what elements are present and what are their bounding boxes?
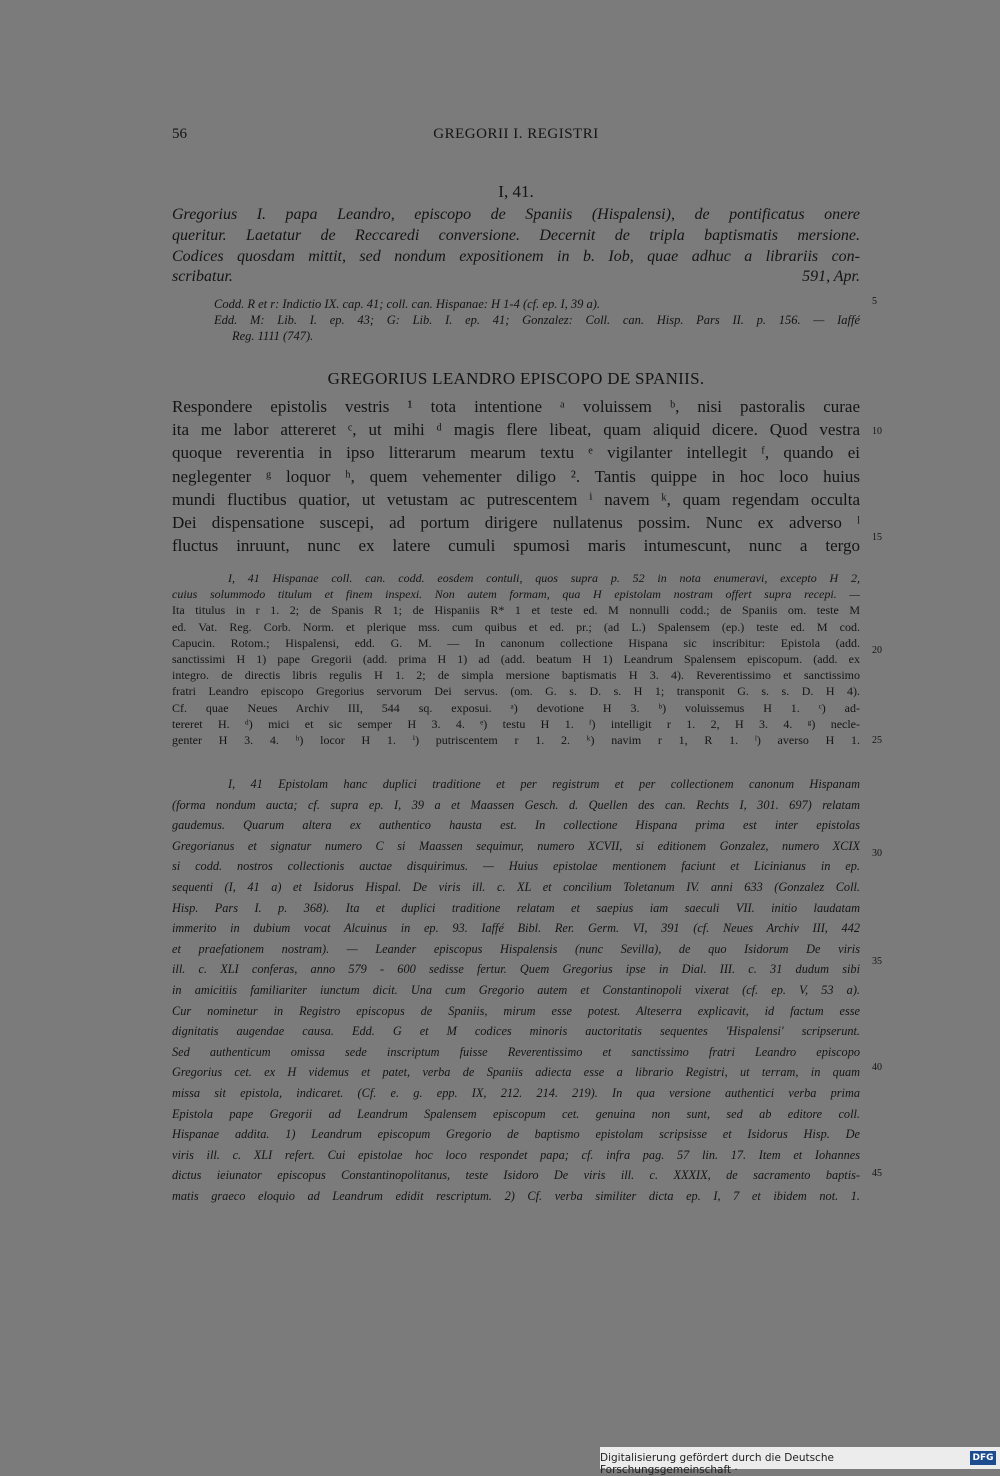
line-number: 25	[872, 735, 882, 746]
note-line: dictus ieiunator episcopus Constantinopolitanus, teste Isidoro De viris ill. c. XXXIX, de sacramento baptis-	[172, 1168, 860, 1183]
apparatus-line: Cf. quae Neues Archiv III, 544 sq. exposui. ᵃ) devotione H 3. ᵇ) voluissemus H 1. ᶜ) ad-	[172, 700, 860, 715]
letter-text	[172, 395, 860, 557]
note-line: Gregorius cet. ex H videmus et patet, verba de Spaniis adiecta esse a librario Registri, ut terram, in quam	[172, 1065, 860, 1080]
text-line: fluctus inruunt, nunc ex latere cumuli spumosi maris intumescunt, nunc a tergo	[172, 536, 860, 556]
footer-text: Digitalisierung gefördert durch die Deutsche Forschungsgemeinschaft ·	[600, 1452, 834, 1476]
running-header	[172, 126, 860, 146]
note-line: matis graeco eloquio ad Leandrum edidit rescriptum. 2) Cf. verba similiter dicta ep. I, 7 et ibidem not. 1.	[172, 1188, 860, 1203]
note-line: Sed authenticum omissa sede inscriptum fuisse Reverentissimo et sanctissimo fratri Leandro episcopo	[172, 1044, 860, 1059]
apparatus-line: Ita titulus in r 1. 2; de Spanis R 1; de Hispaniis R* 1 et teste ed. M nonnulli codd.; de Spaniis om. teste M	[172, 603, 860, 618]
summary-date: 591, Apr.	[802, 268, 860, 286]
note-line: ill. c. XLI conferas, anno 579 - 600 sedisse fertur. Quem Gregorius ipse in Dial. III. c. 31 dudum sibi	[172, 962, 860, 977]
note-line: missa sit epistola, indicaret. (Cf. e. g. epp. IX, 212. 214. 219). In qua versione authentici verba prima	[172, 1085, 860, 1100]
note-line: dignitatis augendae causa. Edd. G et M codices minoris auctoritatis sequentes 'Hispalensi' scripserunt.	[172, 1024, 860, 1039]
letter-number: I, 41.	[498, 182, 534, 201]
note-line: et praefationem nostram). — Leander episcopus Hispalensis (nunc Sevilla), de quo Isidorum De viris	[172, 941, 860, 956]
apparatus-line: Capucin. Rotom.; Hispalensi, edd. G. M. — In canonum collectione Hispana sic inscribitur: Epistola (add.	[172, 635, 860, 650]
line-number: 5	[872, 296, 877, 307]
apparatus-line: genter H 3. 4. ʰ) locor H 1. ⁱ) putriscentem r 1. 2. ᵏ) navim r 1, R 1. ˡ) averso H 1.	[172, 733, 860, 748]
digitization-footer	[600, 1447, 1000, 1476]
line-number: 15	[872, 532, 882, 543]
note-line: I, 41 Epistolam hanc duplici traditione et per registrum et per collectionem canonum Hispanam	[228, 777, 860, 791]
text-line: ita me labor attereret ᶜ, ut mihi ᵈ magis flere libeat, quam aliquid dicere. Quod vestra	[172, 420, 860, 440]
summary-line: scribatur.	[172, 268, 233, 286]
codd-line: Reg. 1111 (747).	[232, 329, 314, 343]
apparatus-line: cuius solummodo titulum et finem inspexi. Non autem formam, qua H epistolam nostram offert supra recepi. —	[172, 587, 860, 602]
note-line: immerito in dubium vocat Alcuinus in ep. 93. Iaffé Bibl. Rer. Germ. VI, 391 (cf. Neues Archiv III, 442	[172, 921, 860, 936]
line-number: 20	[872, 645, 882, 656]
apparatus-line: ed. Vat. Reg. Corb. Norm. et plerique mss. cum quibus et ed. pr.; (ad L.) Spalensem (ep.) teste ed. M cod.	[172, 619, 860, 634]
summary-line: Codices quosdam mittit, sed nondum expositionem in b. Iob, quae adhuc a librariis con-	[172, 247, 860, 265]
note-line: (forma nondum aucta; cf. supra ep. I, 39 a et Maassen Gesch. d. Quellen des can. Rechts I, 301. 697) relatam	[172, 797, 860, 812]
text-line: Respondere epistolis vestris ¹ tota intentione ᵃ voluissem ᵇ, nisi pastoralis curae	[172, 397, 860, 416]
letter-summary	[172, 205, 860, 288]
codd-line: Edd. M: Lib. I. ep. 43; G: Lib. I. ep. 41; Gonzalez: Coll. can. Hisp. Pars II. p. 156. — Iaffé	[214, 313, 860, 327]
line-number: 40	[872, 1062, 882, 1073]
note-line: Epistola pape Gregorii ad Leandrum Spalensem episcopum cet. genuina non sunt, sed ab editore coll.	[172, 1106, 860, 1121]
apparatus-line: I, 41 Hispanae coll. can. codd. eosdem contuli, quos supra p. 52 in nota enumeravi, excepto H 2,	[228, 571, 860, 585]
summary-line: queritur. Laetatur de Reccaredi conversione. Decernit de tripla baptismatis mersione.	[172, 226, 860, 244]
note-line: in amicitiis familiariter iunctum dicit. Una cum Gregorio autem et Constantinopoli vixerat (cf. ep. V, 53 a).	[172, 982, 860, 997]
summary-line: Gregorius I. papa Leandro, episcopo de Spaniis (Hispalensi), de pontificatus onere	[172, 206, 860, 223]
apparatus-line: tereret H. ᵈ) mici et sic semper H 3. 4. ᵉ) testu H 1. ᶠ) intelligit r 1. 2, H 3. 4. ᵍ) necle-	[172, 716, 860, 731]
line-number: 30	[872, 848, 882, 859]
apparatus-line: integro. de directis libris regulis H 1. 2; de simpla mersione baptismatis H 3. 4). Reverentissimo et sanctissimo	[172, 668, 860, 683]
note-line: si codd. nostros collectionis auctae disquirimus. — Huius epistolae mentionem faciunt et Licinianus in ep.	[172, 859, 860, 874]
text-line: mundi fluctibus quatior, ut vetustam ac putrescentem ⁱ navem ᵏ, quam regendam occulta	[172, 489, 860, 509]
page-number: 56	[172, 126, 187, 142]
codd-line: Codd. R et r: Indictio IX. cap. 41; coll. can. Hispanae: H 1-4 (cf. ep. I, 39 a).	[214, 297, 601, 311]
text-line: Dei dispensatione suscepi, ad portum dirigere nullatenus possim. Nunc ex adverso ˡ	[172, 513, 860, 533]
line-number: 45	[872, 1168, 882, 1179]
note-line: Gregorianus et signatur numero C si Maassen sequimur, numero XCVII, si editionem Gonzalez, numero XCIX	[172, 838, 860, 853]
commentary-notes	[172, 774, 860, 1206]
apparatus-line: fratri Leandro episcopo Gregorius servorum Dei servus. (om. G. s. D. s. H 1; transponit G. s. s. D. H 4).	[172, 684, 860, 699]
running-title: GREGORII I. REGISTRI	[433, 126, 599, 142]
note-line: sequenti (I, 41 a) et Isidorus Hispal. De viris ill. c. XL et concilium Toletanum IV. anni 633 (Gonzalez Coll.	[172, 879, 860, 894]
text-line: neglegenter ᵍ loquor ʰ, quem vehementer diligo ². Tantis quippe in hoc loco huius	[172, 466, 860, 486]
note-line: gaudemus. Quarum altera ex authentico hausta est. In collectione Hispana prima est inter epistolas	[172, 818, 860, 833]
note-line: Cur nominetur in Registro episcopus de Spaniis, mirum esse potest. Alteserra explicavit, id factum esse	[172, 1003, 860, 1018]
apparatus-line: sanctissimi H 1) pape Gregorii (add. prima H 1) ad (add. beatum H 1) Leandrum Spalensem episcopum. (add. ex	[172, 652, 860, 667]
note-line: Hispanae addita. 1) Leandrum episcopum Gregorio de baptismo epistolam scripsisse et Isidorus Hisp. De	[172, 1127, 860, 1142]
manuscript-sources	[214, 296, 860, 344]
dfg-logo: DFG	[970, 1451, 996, 1465]
summary-line-last	[172, 267, 860, 288]
note-line: Hisp. Pars I. p. 368). Ita et duplici traditione relatam et saepius iam saeculi VII. initio laudatam	[172, 900, 860, 915]
text-line: quoque reverentia in ipso litterarum mearum textu ᵉ vigilanter intellegit ᶠ, quando ei	[172, 443, 860, 463]
line-number: 35	[872, 956, 882, 967]
line-number: 10	[872, 426, 882, 437]
letter-address: GREGORIUS LEANDRO EPISCOPO DE SPANIIS.	[327, 369, 705, 388]
critical-apparatus	[172, 570, 860, 748]
note-line: viris ill. c. XLI refert. Cui epistolae hoc loco respondet papa; cf. infra pag. 57 lin. 17. Item et Iohannes	[172, 1147, 860, 1162]
